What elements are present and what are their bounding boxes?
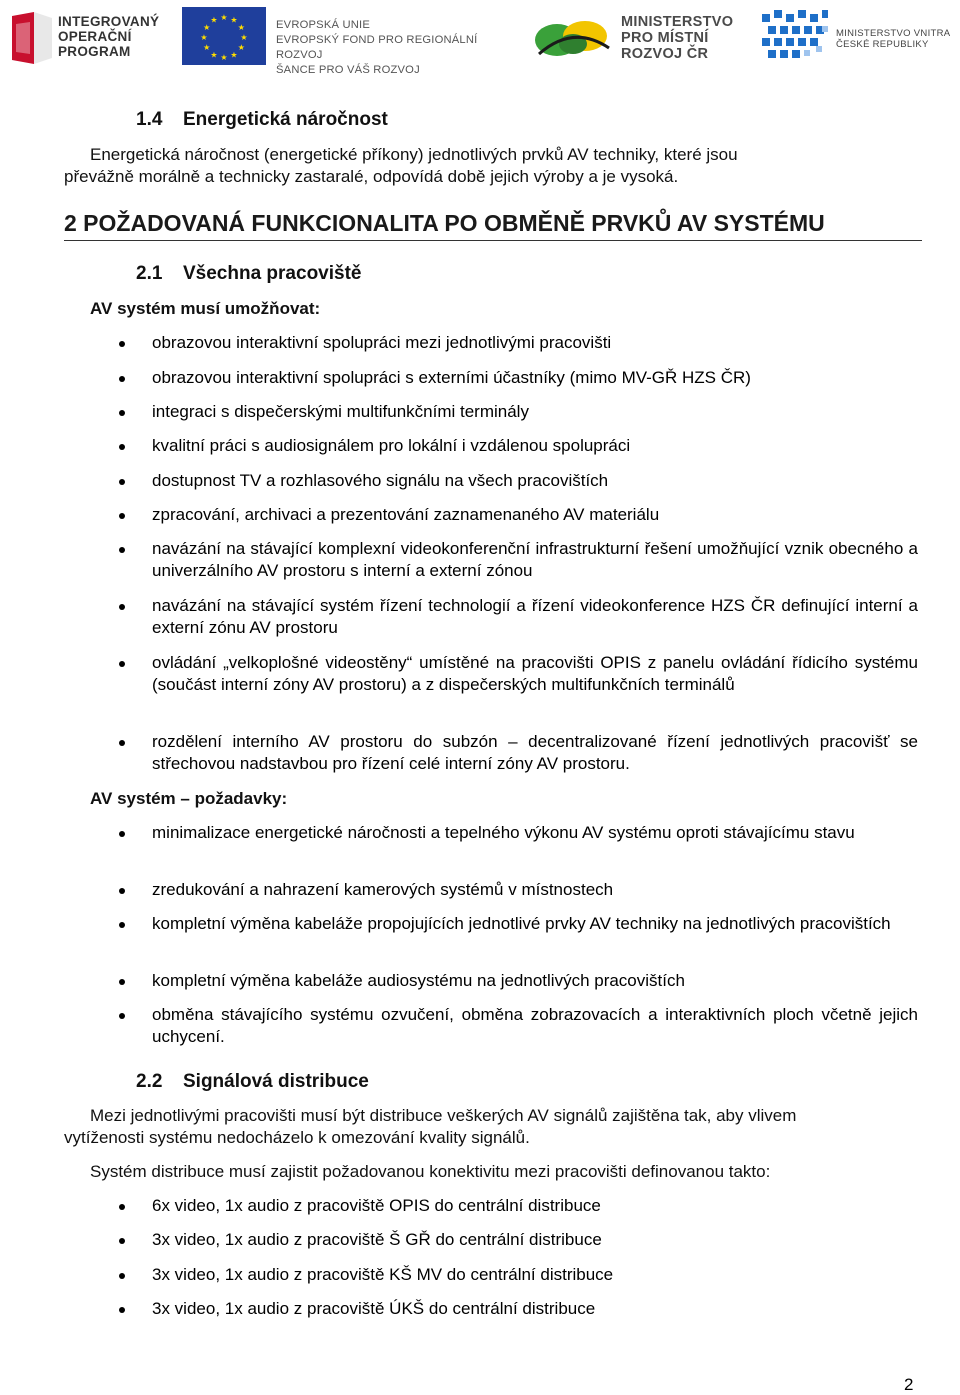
svg-text:★: ★: [210, 50, 218, 60]
list-item: kompletní výměna kabeláže audiosystému na jednotlivých pracovištích: [152, 971, 685, 990]
must-enable-label: AV systém musí umožňovat:: [90, 299, 321, 318]
svg-text:★: ★: [220, 13, 228, 22]
svg-text:★: ★: [210, 15, 218, 25]
list-item: 3x video, 1x audio z pracoviště ÚKŠ do centrální distribuce: [152, 1299, 596, 1318]
list-item: 6x video, 1x audio z pracoviště OPIS do centrální distribuce: [152, 1196, 601, 1215]
eu-flag-icon: [182, 7, 266, 65]
mmr-logo: [533, 8, 753, 68]
svg-text:★: ★: [203, 23, 211, 32]
list-item: kompletní výměna kabeláže propojujících jednotlivé prvky AV techniky na jednotlivých pracovištích: [152, 914, 891, 933]
iop-logo-text: INTEGROVANÝ OPERAČNÍ PROGRAM: [58, 14, 160, 59]
mmr-logo-text: MINISTERSTVO PRO MÍSTNÍ ROZVOJ ČR: [621, 14, 734, 62]
section-2-1-heading: 2.1 Všechna pracoviště: [136, 263, 362, 284]
list-item: zredukování a nahrazení kamerových systémů v místnostech: [152, 880, 614, 899]
svg-text:★: ★: [200, 33, 208, 42]
mv-logo-text: MINISTERSTVO VNITRA ČESKÉ REPUBLIKY: [836, 28, 951, 50]
svg-text:★: ★: [237, 23, 245, 32]
svg-text:★: ★: [220, 53, 228, 62]
list-item: ovládání „velkoplošné videostěny“ umístěné na pracovišti OPIS z panelu ovládání řídicího systému (součást interní zóny AV prostoru) a z dispečerských multifunkčních terminálů: [152, 653, 918, 694]
section-1-4-heading: 1.4 Energetická náročnost: [136, 109, 388, 130]
section-2-2-paragraph2: Systém distribuce musí zajistit požadovanou konektivitu mezi pracovišti definovanou takto:: [90, 1162, 771, 1181]
svg-text:★: ★: [203, 43, 211, 52]
list-item: obrazovou interaktivní spolupráci s externími účastníky (mimo MV-GŘ HZS ČR): [152, 368, 751, 387]
list-item: zpracování, archivaci a prezentování zaznamenaného AV materiálu: [152, 505, 660, 524]
svg-text:★: ★: [230, 50, 238, 60]
logo-header: [0, 0, 960, 80]
svg-text:★: ★: [237, 43, 245, 52]
eu-logo-text: EVROPSKÁ UNIE EVROPSKÝ FOND PRO REGIONÁLNÍ ROZVOJ ŠANCE PRO VÁŠ ROZVOJ: [276, 19, 478, 76]
requirements-label: AV systém – požadavky:: [90, 789, 288, 808]
svg-text:★: ★: [240, 33, 248, 42]
list-item: minimalizace energetické náročnosti a tepelného výkonu AV systému oproti stávajícímu stavu: [152, 823, 855, 842]
section-2-2-paragraph1-line2: vytíženosti systému nedocházelo k omezování kvality signálů.: [64, 1128, 530, 1147]
list-item: 3x video, 1x audio z pracoviště Š GŘ do centrální distribuce: [152, 1230, 602, 1249]
mmr-emblem-icon: [533, 14, 613, 62]
eu-logo: [182, 7, 522, 76]
iop-logo: [6, 6, 166, 68]
section-1-4-paragraph-line1: Energetická náročnost (energetické příkony) jednotlivých prvků AV techniky, které jsou: [90, 145, 738, 164]
list-item: 3x video, 1x audio z pracoviště KŠ MV do centrální distribuce: [152, 1265, 614, 1284]
section-1-4-paragraph-line2: převážně morálně a technicky zastaralé, odpovídá době jejich výroby a je vysoká.: [64, 167, 679, 186]
page-number: 2: [904, 1375, 914, 1394]
list-item: navázání na stávající komplexní videokonferenční infrastrukturní řešení umožňující vznik obecného a univerzálního AV prostoru s interní a externí zónou: [152, 539, 918, 580]
mv-logo: [758, 6, 958, 68]
mv-emblem-icon: [758, 6, 830, 66]
svg-text:★: ★: [230, 15, 238, 25]
chapter-2-heading: 2 POŽADOVANÁ FUNKCIONALITA PO OBMĚNĚ PRVKŮ AV SYSTÉMU: [64, 208, 922, 241]
list-item: rozdělení interního AV prostoru do subzón – decentralizované řízení jednotlivých pracovišť se střechovou nadstavbou pro řízení celé interní zóny AV prostoru.: [152, 732, 918, 773]
list-item: obměna stávajícího systému ozvučení, obměna zobrazovacích a interaktivních ploch včetně jejich uchycení.: [152, 1005, 918, 1046]
list-item: kvalitní práci s audiosignálem pro lokální i vzdálenou spolupráci: [152, 436, 631, 455]
section-2-2-heading: 2.2 Signálová distribuce: [136, 1071, 369, 1092]
list-item: integraci s dispečerskými multifunkčními terminály: [152, 402, 529, 421]
iop-flag-icon: [8, 10, 54, 66]
list-item: dostupnost TV a rozhlasového signálu na všech pracovištích: [152, 471, 609, 490]
list-item: navázání na stávající systém řízení technologií a řízení videokonference HZS ČR definující interní a externí zónu AV prostoru: [152, 596, 918, 637]
list-item: obrazovou interaktivní spolupráci mezi jednotlivými pracovišti: [152, 333, 612, 352]
section-2-2-paragraph1-line1: Mezi jednotlivými pracovišti musí být distribuce veškerých AV signálů zajištěna tak, aby vlivem: [90, 1106, 797, 1125]
